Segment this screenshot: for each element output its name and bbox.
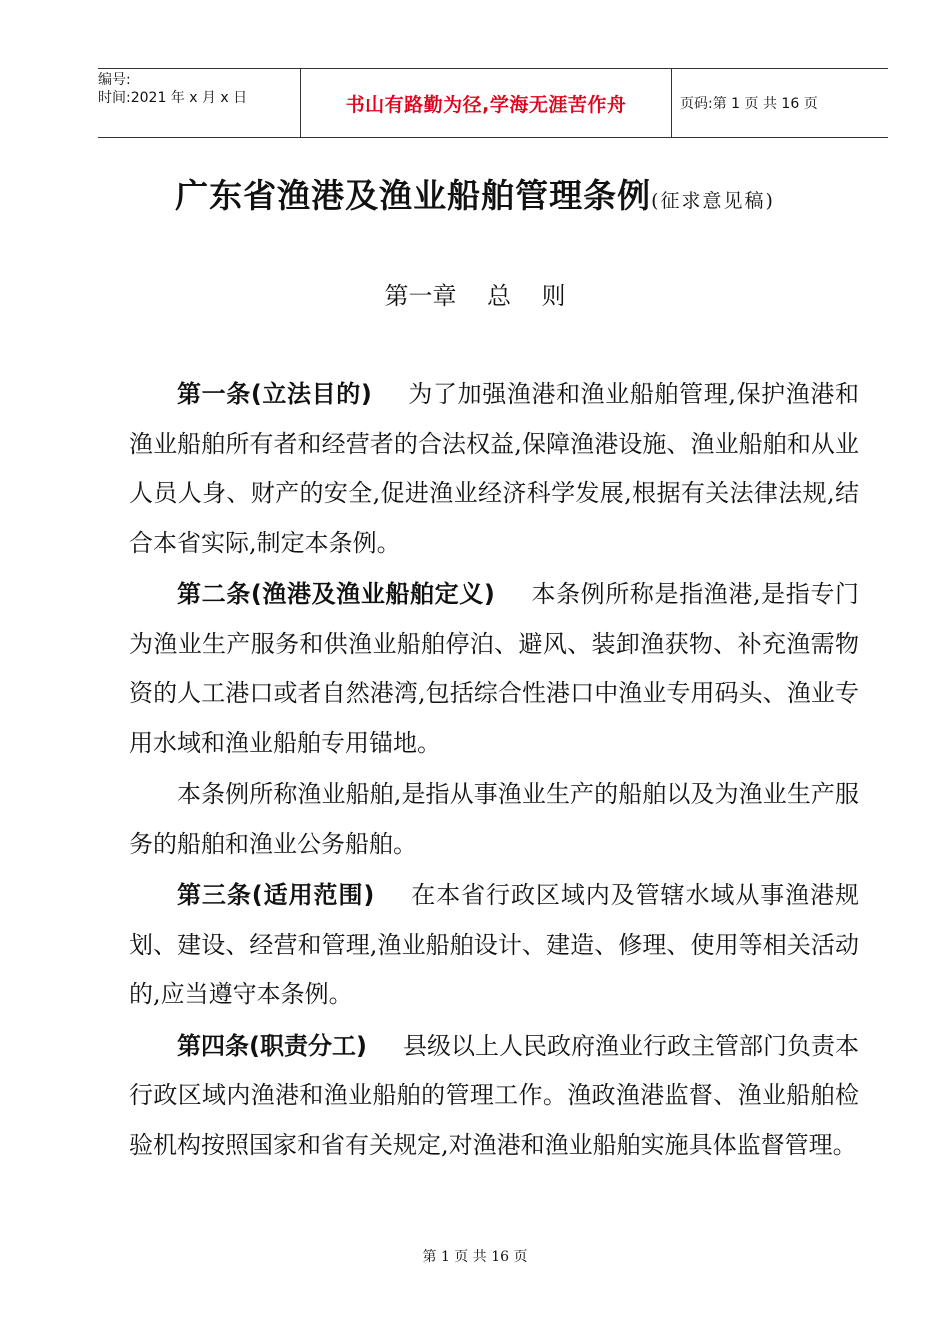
- article-heading: (适用范围): [251, 881, 375, 909]
- number-label: 编号:: [98, 72, 131, 88]
- document-header: [98, 68, 888, 138]
- article-text: 本条例所称渔业船舶,是指从事渔业生产的船舶以及为渔业生产服务的船舶和渔业公务船舶。: [129, 780, 859, 858]
- article-heading: (渔港及渔业船舶定义): [250, 580, 495, 608]
- page-info: 页码:第 1 页 共 16 页: [680, 96, 818, 112]
- article-1: [129, 370, 859, 568]
- header-meta: [98, 69, 300, 137]
- article-3: [129, 871, 859, 1020]
- article-text: 在本省行政区域内及管辖水域从事渔港规划、建设、经营和管理,渔业船舶设计、建造、修理、使用等相关活动的,应当遵守本条例。: [129, 881, 860, 1008]
- chapter-name: 总 则: [487, 282, 566, 310]
- motto: 书山有路勤为径,学海无涯苦作舟: [345, 93, 627, 116]
- article-text: 为了加强渔港和渔业船舶管理,保护渔港和渔业船舶所有者和经营者的合法权益,保障渔港设施、渔业船舶和从业人员人身、财产的安全,促进渔业经济科学发展,根据有关法律法规,结合本省实际,制定本条例。: [129, 380, 859, 557]
- article-heading: (立法目的): [250, 380, 372, 408]
- document-title: 广东省渔港及渔业船舶管理条例: [175, 176, 652, 215]
- article-label: 第三条: [177, 881, 252, 909]
- chapter-number: 第一章: [384, 282, 457, 310]
- header-motto-cell: [300, 69, 672, 137]
- article-heading: (职责分工): [249, 1031, 367, 1060]
- article-label: 第二条: [177, 580, 251, 608]
- article-text: 县级以上人民政府渔业行政主管部门负责本行政区域内渔港和渔业船舶的管理工作。渔政渔港监督、渔业船舶检验机构按照国家和省有关规定,对渔港和渔业船舶实施具体监督管理。: [129, 1031, 860, 1159]
- article-2-paragraph-2: [129, 770, 859, 869]
- article-label: 第四条: [177, 1031, 250, 1060]
- article-2: [129, 570, 859, 768]
- page-footer: 第 1 页 共 16 页: [422, 1249, 528, 1265]
- document-body: [129, 370, 859, 1172]
- article-text: 本条例所称是指渔港,是指专门为渔业生产服务和供渔业船舶停泊、避风、装卸渔获物、补充渔需物资的人工港口或者自然港湾,包括综合性港口中渔业专用码头、渔业专用水域和渔业船舶专用锚地。: [129, 580, 860, 757]
- document-title-row: [0, 170, 950, 217]
- chapter-heading: [0, 276, 950, 311]
- document-subtitle: (征求意见稿): [651, 190, 775, 212]
- article-4: [129, 1022, 859, 1171]
- article-label: 第一条: [177, 380, 251, 408]
- header-page-info: [672, 69, 888, 137]
- time-label: 时间:2021 年 x 月 x 日: [98, 90, 248, 106]
